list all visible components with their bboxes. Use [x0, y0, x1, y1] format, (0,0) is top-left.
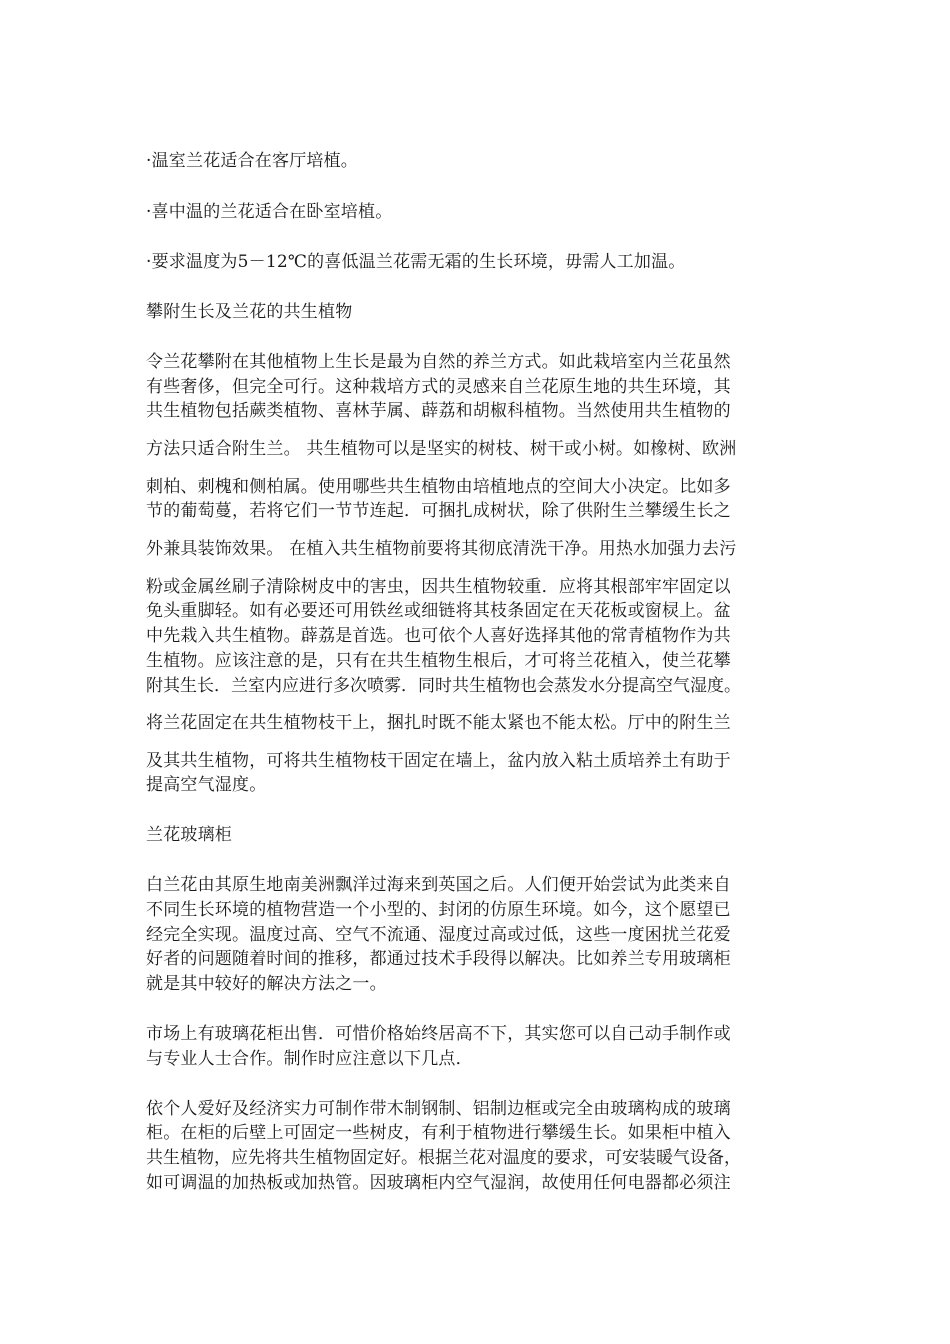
text-line: ·温室兰花适合在客厅培植。 — [146, 151, 359, 171]
text-line: 经完全实现。温度过高、空气不流通、湿度过高或过低，这些一度困扰兰花爱 — [146, 925, 731, 945]
text-line: ·要求温度为5－12℃的喜低温兰花需无霜的生长环境，毋需人工加温。 — [146, 252, 686, 272]
text-line: 附其生长．兰室内应进行多次喷雾．同时共生植物也会蒸发水分提高空气湿度。 — [146, 676, 741, 696]
text-line: 免头重脚轻。如有必要还可用铁丝或细链将其枝条固定在天花板或窗棂上。盆 — [146, 601, 731, 621]
text-line: 令兰花攀附在其他植物上生长是最为自然的养兰方式。如此栽培室内兰花虽然 — [146, 352, 731, 372]
text-line: 外兼具装饰效果。 在植入共生植物前要将其彻底清洗干净。用热水加强力去污 — [146, 539, 737, 559]
text-line: 刺柏、刺槐和侧柏属。使用哪些共生植物由培植地点的空间大小决定。比如多 — [146, 477, 731, 497]
text-line: 共生植物包括蕨类植物、喜林芋属、薜荔和胡椒科植物。当然使用共生植物的 — [146, 401, 731, 421]
text-line: 提高空气湿度。 — [146, 775, 267, 795]
text-line: 好者的问题随着时间的推移，都通过技术手段得以解决。比如养兰专用玻璃柜 — [146, 949, 731, 969]
section-heading: 兰花玻璃柜 — [146, 825, 232, 845]
section-heading: 攀附生长及兰花的共生植物 — [146, 302, 353, 322]
text-line: 依个人爱好及经济实力可制作带木制钢制、铝制边框或完全由玻璃构成的玻璃 — [146, 1099, 731, 1119]
text-line: 将兰花固定在共生植物枝干上，捆扎时既不能太紧也不能太松。厅中的附生兰 — [146, 713, 731, 733]
text-line: ·喜中温的兰花适合在卧室培植。 — [146, 202, 393, 222]
text-line: 柜。在柜的后壁上可固定一些树皮，有利于植物进行攀缓生长。如果柜中植入 — [146, 1123, 731, 1143]
text-line: 与专业人士合作。制作时应注意以下几点． — [146, 1049, 473, 1069]
text-line: 有些奢侈，但完全可行。这种栽培方式的灵感来自兰花原生地的共生环境，其 — [146, 377, 731, 397]
text-line: 生植物。应该注意的是，只有在共生植物生根后，才可将兰花植入，使兰花攀 — [146, 651, 731, 671]
text-line: 不同生长环境的植物营造一个小型的、封闭的仿原生环境。如今，这个愿望已 — [146, 900, 731, 920]
text-line: 如可调温的加热板或加热管。因玻璃柜内空气湿润，故使用任何电器都必须注 — [146, 1173, 731, 1193]
text-line: 节的葡萄蔓，若将它们一节节连起．可捆扎成树状，除了供附生兰攀缓生长之 — [146, 501, 731, 521]
text-line: 白兰花由其原生地南美洲飘洋过海来到英国之后。人们便开始尝试为此类来自 — [146, 875, 731, 895]
text-line: 中先栽入共生植物。薜荔是首选。也可依个人喜好选择其他的常青植物作为共 — [146, 626, 731, 646]
text-line: 及其共生植物，可将共生植物枝干固定在墙上，盆内放入粘土质培养土有助于 — [146, 751, 731, 771]
text-line: 方法只适合附生兰。 共生植物可以是坚实的树枝、树干或小树。如橡树、欧洲 — [146, 439, 737, 459]
text-line: 共生植物，应先将共生植物固定好。根据兰花对温度的要求，可安装暖气设备， — [146, 1148, 741, 1168]
text-line: 粉或金属丝刷子清除树皮中的害虫，因共生植物较重．应将其根部牢牢固定以 — [146, 577, 731, 597]
text-line: 市场上有玻璃花柜出售．可惜价格始终居高不下，其实您可以自己动手制作或 — [146, 1024, 731, 1044]
text-line: 就是其中较好的解决方法之一。 — [146, 974, 387, 994]
